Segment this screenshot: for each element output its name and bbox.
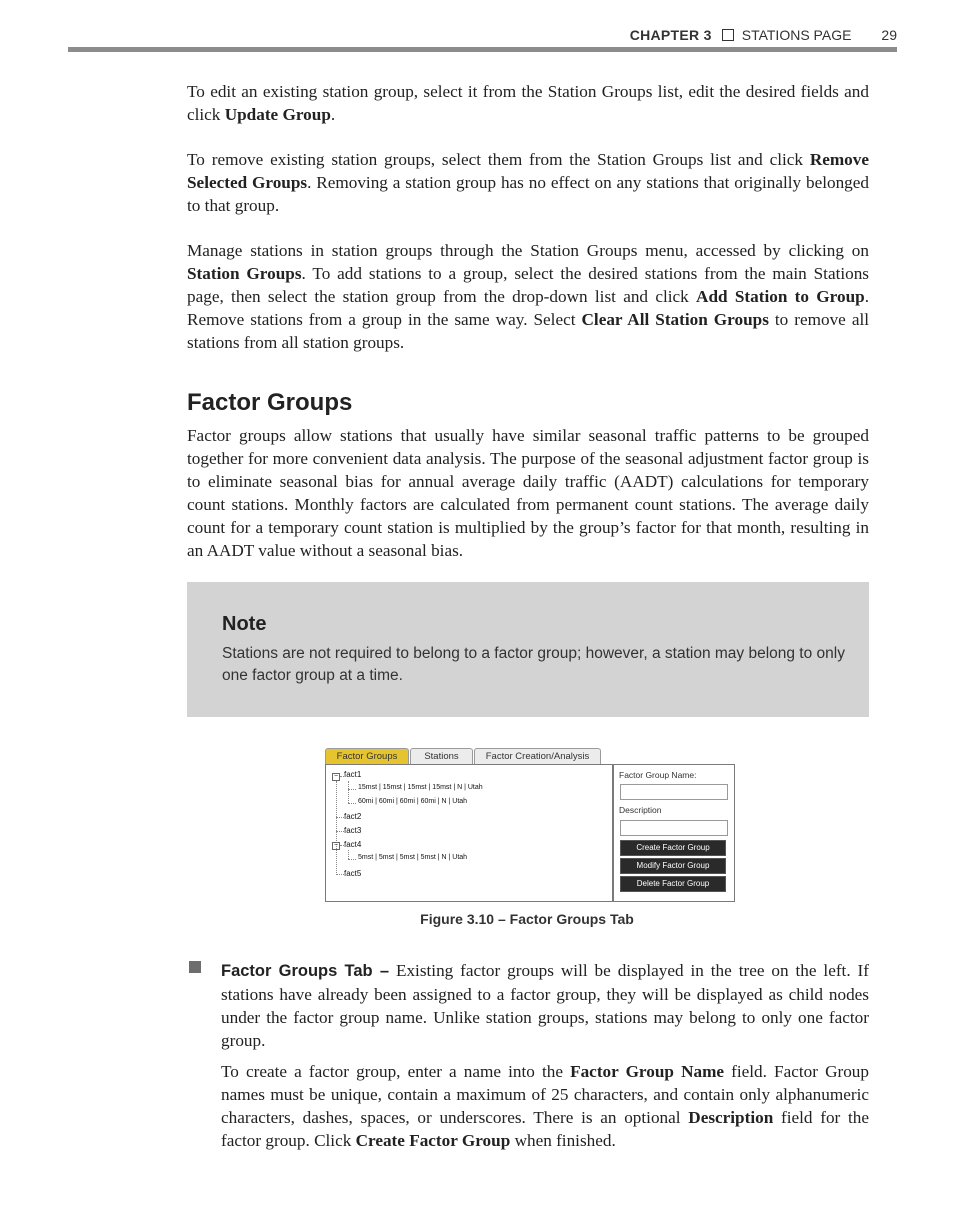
delete-factor-group-button[interactable]: Delete Factor Group: [620, 876, 726, 892]
modify-factor-group-button[interactable]: Modify Factor Group: [620, 858, 726, 874]
bold-term: Station Groups: [187, 264, 302, 283]
tree-node-station[interactable]: 15mst | 15mst | 15mst | 15mst | N | Utah: [358, 784, 483, 791]
note-text: Stations are not required to belong to a factor group; however, a station may belong to only one factor group at a time.: [222, 645, 845, 684]
page-header: [68, 24, 897, 48]
bullet-item: [187, 959, 869, 1152]
bold-term: Description: [688, 1108, 774, 1127]
bullet-paragraph-1: [221, 959, 869, 1052]
bold-term: Remove Selected Groups: [187, 150, 869, 192]
intro-paragraphs: [187, 80, 869, 354]
text-run: To remove existing station groups, select them from the Station Groups list and click: [187, 150, 810, 169]
tree-node-fact1[interactable]: fact1: [344, 770, 362, 779]
factor-group-form: [613, 764, 735, 902]
text-run: To create a factor group, enter a name into the: [221, 1062, 571, 1081]
bold-term: Add Station to Group: [696, 287, 865, 306]
factor-group-tree[interactable]: [325, 764, 613, 902]
text-run: Manage stations in station groups through the Station Groups menu, accessed by clicking on: [187, 241, 869, 260]
bold-term: Create Factor Group: [355, 1131, 511, 1150]
text-run: . Remove stations from a group in the same way. Select: [187, 287, 869, 329]
text-run: . Removing a station group has no effect on any stations that originally belonged to that group.: [187, 173, 870, 215]
square-icon: [722, 29, 734, 41]
description-label: Description: [619, 805, 662, 815]
tree-connector: [336, 831, 344, 832]
note-title: Note: [222, 613, 267, 635]
text-run: Existing factor groups will be displayed in the tree on the left. If stations have already been assigned to a factor group, they will be displayed as child nodes under the factor group name. Unlike station groups, stations may belong to only one factor group.: [221, 961, 869, 1050]
tree-node-fact5[interactable]: fact5: [344, 869, 362, 878]
factor-group-name-input[interactable]: [620, 784, 728, 800]
running-head: [630, 27, 897, 43]
factor-group-name-label: Factor Group Name:: [619, 770, 697, 780]
bold-term: Clear All Station Groups: [581, 310, 769, 329]
bold-term: Update Group: [224, 105, 331, 124]
collapse-icon[interactable]: −: [333, 842, 339, 849]
tree-connector: [348, 859, 356, 860]
tree-node-fact2[interactable]: fact2: [344, 812, 362, 821]
figure-caption: Figure 3.10 – Factor Groups Tab: [420, 911, 634, 927]
description-input[interactable]: [620, 820, 728, 836]
factor-groups-description: [187, 424, 869, 562]
tree-node-station[interactable]: 5mst | 5mst | 5mst | 5mst | N | Utah: [358, 854, 468, 861]
bullet-paragraph-2: [221, 1060, 869, 1152]
tree-node-station[interactable]: 60mi | 60mi | 60mi | 60mi | N | Utah: [358, 798, 468, 805]
paragraph-manage-stations: [187, 239, 869, 354]
paragraph-factor-groups: Factor groups allow stations that usually have similar seasonal traffic patterns to be grouped together for more convenient data analysis. The purpose of the seasonal adjustment factor group is to eliminate seasonal bias for annual average daily traffic (AADT) calculations for temporary count stations. Monthly factors are calculated from permanent count stations. The average daily count for a temporary count station is multiplied by the group’s factor for that month, resulting in an AADT value without a seasonal bias.: [187, 426, 869, 560]
tree-connector: [336, 874, 344, 875]
text-run: . To add stations to a group, select the desired stations from the main Stations page, then select the station group from the drop-down list and click: [187, 264, 869, 306]
tab-factor-creation-analysis[interactable]: Factor Creation/Analysis: [474, 748, 601, 764]
header-rule: [68, 47, 897, 52]
section-heading-wrap: [187, 389, 352, 417]
tree-connector: [348, 850, 349, 859]
tree-connector: [336, 781, 337, 875]
tree-connector: [348, 803, 356, 804]
tab-stations[interactable]: Stations: [410, 748, 473, 764]
bullet-square-icon: [189, 961, 201, 973]
text-run: when finished.: [510, 1131, 616, 1150]
tree-node-fact4[interactable]: fact4: [344, 840, 362, 849]
text-run: field for the factor group. Click: [221, 1108, 869, 1150]
text-run: To edit an existing station group, select it from the Station Groups list, edit the desired fields and click: [187, 82, 869, 124]
section-heading: Factor Groups: [187, 389, 353, 416]
section-label: STATIONS PAGE: [741, 27, 852, 43]
tree-connector: [336, 817, 344, 818]
paragraph-update-group: [187, 80, 869, 126]
tree-node-fact3[interactable]: fact3: [344, 826, 362, 835]
tree-connector: [348, 789, 356, 790]
paragraph-remove-groups: [187, 148, 869, 217]
tree-connector: [348, 781, 349, 803]
note-box: [187, 582, 869, 717]
page-number: 29: [881, 27, 897, 43]
chapter-label: CHAPTER 3: [629, 27, 712, 43]
bold-term: Factor Group Name: [570, 1062, 725, 1081]
bullet-lead: Factor Groups Tab –: [221, 962, 390, 980]
text-run: field. Factor Group names must be unique, contain a maximum of 25 characters, and contain only alphanumeric characters, dashes, spaces, or underscores. There is an optional: [221, 1062, 869, 1127]
create-factor-group-button[interactable]: Create Factor Group: [620, 840, 726, 856]
text-run: to remove all stations from all station groups.: [187, 310, 869, 352]
collapse-icon[interactable]: −: [333, 773, 339, 780]
tab-factor-groups[interactable]: Factor Groups: [325, 748, 409, 764]
text-run: .: [330, 105, 336, 124]
factor-groups-figure: [325, 748, 735, 902]
